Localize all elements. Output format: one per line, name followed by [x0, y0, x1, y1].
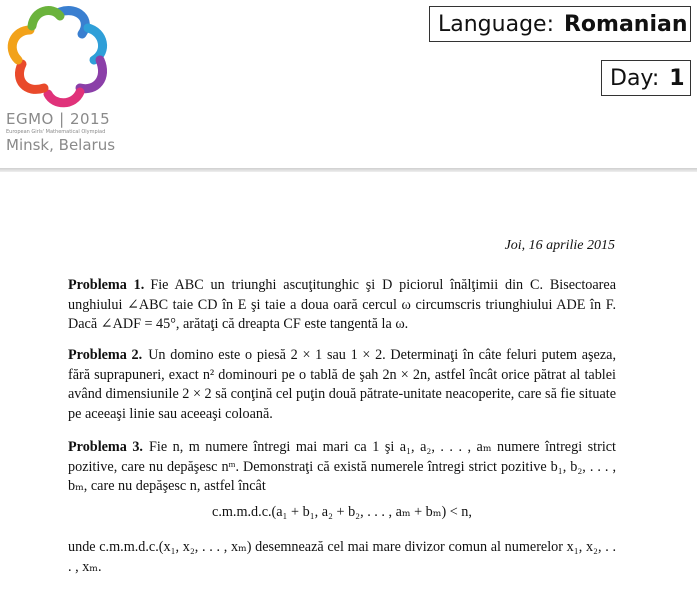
language-value: Romanian	[563, 11, 688, 37]
problem-2	[68, 346, 616, 424]
egmo-logo-icon	[4, 2, 116, 110]
header-divider	[0, 168, 697, 172]
day-box	[601, 60, 691, 96]
problem-3-text: Fie n, m numere întregi mai mari ca 1 şi a₁, a₂, . . . , aₘ numere întregi strict pozitive, care nu depăşesc nᵐ. Demonstraţi că există numerele întregi strict pozitive b₁, b₂, . . . , bₘ, care nu depăşesc n, astfel încât	[68, 439, 616, 494]
language-label: Language:	[438, 11, 554, 37]
problem-3-closing: unde c.m.m.d.c.(x₁, x₂, . . . , xₘ) desemnează cel mai mare divizor comun al numerelor x₁, x₂, . . . , xₘ.	[68, 539, 616, 575]
problem-3	[68, 438, 616, 497]
page-header	[0, 0, 697, 172]
problem-3-formula: c.m.m.d.c.(a₁ + b₁, a₂ + b₂, . . . , aₘ + bₘ) < n,	[212, 504, 472, 520]
logo-place: Minsk, Belarus	[6, 136, 116, 154]
day-label: Day:	[610, 65, 660, 91]
logo-subtitle: European Girls' Mathematical Olympiad	[6, 129, 106, 135]
problem-1-text: Fie ABC un triunghi ascuţitunghic şi D piciorul înălţimii din C. Bisectoarea unghiului ∠ABC taie CD în E şi taie a doua oară cercul ω circumscris triunghiului ADE în F. Dacă ∠ADF = 45°, arătaţi că dreapta CF este tangentă la ω.	[68, 277, 616, 332]
exam-date: Joi, 16 aprilie 2015	[504, 238, 615, 253]
logo-title: EGMO | 2015	[6, 110, 111, 128]
problem-1	[68, 276, 616, 335]
problem-3-title: Problema 3.	[68, 439, 143, 455]
day-value: 1	[669, 65, 685, 91]
problem-2-title: Problema 2.	[68, 347, 143, 363]
language-box	[429, 6, 691, 42]
problem-2-text: Un domino este o piesă 2 × 1 sau 1 × 2. Determinaţi în câte feluri putem aşeza, fără suprapuneri, exact n² dominouri pe o tablă de şah 2n × 2n, astfel încât orice pătrat al tablei având dimensiunile 2 × 2 să conţină cel puţin două pătrate-unitate neacoperite, care să fie situate pe aceeaşi linie sau aceeaşi coloană.	[68, 347, 616, 422]
problem-1-title: Problema 1.	[68, 277, 145, 293]
